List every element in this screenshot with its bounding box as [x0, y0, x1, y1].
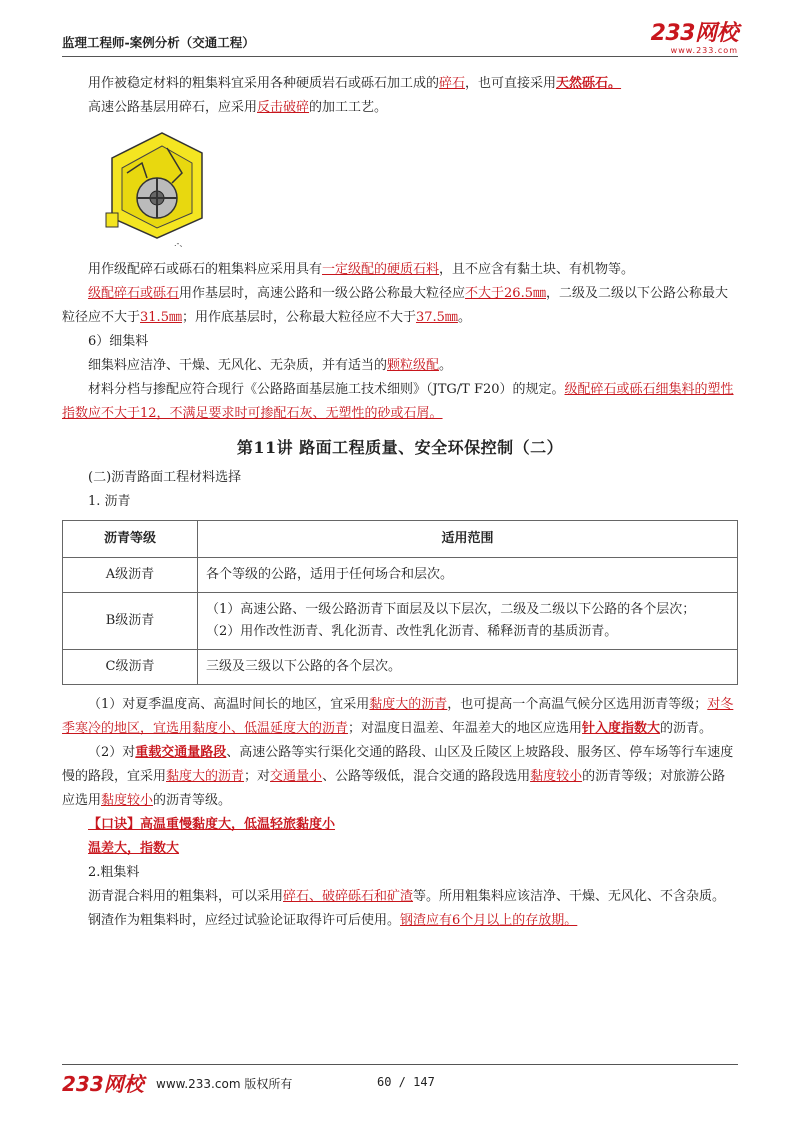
- grade-cell: B级沥青: [63, 593, 198, 650]
- section-heading: (二)沥青路面工程材料选择: [88, 470, 242, 485]
- text: 的沥青等级；对旅游公路应选用: [62, 769, 726, 808]
- text: 材料分档与掺配应符合现行《公路路面基层施工技术细则》（JTG/T F20）的规定。: [88, 382, 565, 397]
- page-footer: [62, 1072, 738, 1096]
- page-header: [62, 21, 738, 55]
- text: 。: [457, 310, 471, 325]
- highlight: 对冬季寒冷的地区，宜选用黏度小、低温延度大的沥青: [62, 697, 734, 736]
- text: 用作级配碎石或砾石的粗集料应采用具有: [88, 262, 323, 277]
- highlight: 针入度指数大: [582, 721, 661, 736]
- mnemonic: [62, 837, 738, 861]
- paragraph: [62, 258, 738, 282]
- text: 用作被稳定材料的粗集料宜采用各种硬质岩石或砾石加工成的: [88, 76, 440, 91]
- footer-logo: 233网校: [62, 1072, 144, 1096]
- text: ，也可提高一个高温气候分区选用沥青等级；: [447, 697, 708, 712]
- text: ，二级及二级以下公路公称最大粒径应不大于: [62, 286, 728, 325]
- svg-text:.-、: .-、: [174, 239, 188, 248]
- paragraph: [62, 741, 738, 813]
- subheading: 6）细集料: [88, 334, 149, 349]
- highlight: 黏度大的沥青: [369, 697, 448, 712]
- footer-copyright: www.233.com 版权所有: [156, 1077, 293, 1091]
- logo-url: www.233.com: [670, 46, 738, 55]
- text: 、公路等级低，混合交通的路段选用: [322, 769, 531, 784]
- text: （2）对: [88, 745, 136, 760]
- paragraph: [62, 885, 738, 909]
- highlight: 碎石: [439, 76, 466, 91]
- lesson-title: 第11讲 路面工程质量、安全环保控制（二）: [236, 438, 564, 457]
- header-title: 监理工程师-案例分析（交通工程）: [62, 35, 255, 50]
- text: 的加工工艺。: [309, 100, 388, 115]
- footer-divider: [62, 1064, 738, 1065]
- document-body: [62, 72, 738, 933]
- text: ；用作底基层时，公称最大粒径应不大于: [181, 310, 416, 325]
- mnemonic-line: 温差大，指数大: [88, 841, 180, 856]
- text: 。: [439, 358, 453, 373]
- table-row: [63, 593, 738, 650]
- scope-line: （2）用作改性沥青、乳化沥青、改性乳化沥青、稀释沥青的基质沥青。: [206, 624, 618, 639]
- text: ；对温度日温差、年温差大的地区应选用: [348, 721, 583, 736]
- mnemonic: [62, 813, 738, 837]
- scope-line: （1）高速公路、一级公路沥青下面层及以下层次，二级及二级以下公路的各个层次；: [206, 602, 696, 617]
- highlight: 一定级配的硬质石料: [322, 262, 440, 277]
- grade-cell: A级沥青: [63, 558, 198, 593]
- text: 等。所用粗集料应该洁净、干燥、无风化、不含杂质。: [413, 889, 726, 904]
- paragraph: [62, 72, 738, 96]
- text: 、高速公路等实行渠化交通的路段、山区及丘陵区上坡路段、服务区、停车场等行车速度慢的路段，宜采用: [62, 745, 734, 784]
- paragraph: [62, 96, 738, 120]
- paragraph: [62, 282, 738, 330]
- text: 细集料应洁净、干燥、无风化、无杂质，并有适当的: [88, 358, 388, 373]
- asphalt-grade-table: [62, 520, 738, 685]
- scope-cell: 各个等级的公路，适用于任何场合和层次。: [198, 558, 738, 593]
- highlight: 交通量小: [270, 769, 323, 784]
- text: 钢渣作为粗集料时，应经过试验论证取得许可后使用。: [88, 913, 401, 928]
- header-divider: [62, 56, 738, 57]
- highlight: 黏度较小: [101, 793, 154, 808]
- highlight: 反击破碎: [257, 100, 310, 115]
- text: （1）对夏季温度高、高温时间长的地区，宜采用: [88, 697, 370, 712]
- highlight: 级配碎石或砾石细集料的塑性指数应不大于12，不满足要求时可掺配石灰、无塑性的砂或石屑。: [62, 382, 734, 421]
- column-header: 沥青等级: [63, 521, 198, 558]
- highlight: 级配碎石或砾石: [88, 286, 180, 301]
- paragraph: [62, 909, 738, 933]
- scope-cell: 三级及三级以下公路的各个层次。: [198, 650, 738, 685]
- text: ；对: [244, 769, 271, 784]
- logo-text: 233网校: [650, 21, 738, 46]
- brand-logo: [651, 22, 738, 55]
- highlight: 天然砾石。: [556, 76, 622, 91]
- paragraph: [62, 693, 738, 741]
- highlight: 黏度较小: [530, 769, 583, 784]
- section-heading: 1. 沥青: [88, 494, 131, 509]
- paragraph: [62, 378, 738, 426]
- column-header: 适用范围: [198, 521, 738, 558]
- highlight: 钢渣应有6个月以上的存放期。: [400, 913, 578, 928]
- section-heading: 2.粗集料: [88, 865, 140, 880]
- highlight: 31.5㎜: [140, 310, 182, 325]
- impact-crusher-image: [102, 128, 212, 248]
- scope-cell: [198, 593, 738, 650]
- mnemonic-line: 【口诀】高温重慢黏度大，低温轻旅黏度小: [88, 817, 336, 832]
- text: ，也可直接采用: [465, 76, 557, 91]
- highlight: 不大于26.5㎜: [465, 286, 546, 301]
- text: 用作基层时，高速公路和一级公路公称最大粒径应: [179, 286, 466, 301]
- text: 的沥青。: [660, 721, 713, 736]
- highlight: 颗粒级配: [387, 358, 440, 373]
- table-header-row: [63, 521, 738, 558]
- text: 的沥青等级。: [153, 793, 232, 808]
- highlight: 37.5㎜: [415, 310, 458, 325]
- table-row: [63, 650, 738, 685]
- highlight: 黏度大的沥青: [166, 769, 245, 784]
- text: 沥青混合料用的粗集料，可以采用: [88, 889, 284, 904]
- highlight: 重载交通量路段: [135, 745, 227, 760]
- grade-cell: C级沥青: [63, 650, 198, 685]
- page-number: 60 / 147: [377, 1075, 435, 1089]
- highlight: 碎石、破碎砾石和矿渣: [283, 889, 414, 904]
- text: 高速公路基层用碎石，应采用: [88, 100, 258, 115]
- text: ，且不应含有黏土块、有机物等。: [439, 262, 635, 277]
- table-row: [63, 558, 738, 593]
- paragraph: [62, 354, 738, 378]
